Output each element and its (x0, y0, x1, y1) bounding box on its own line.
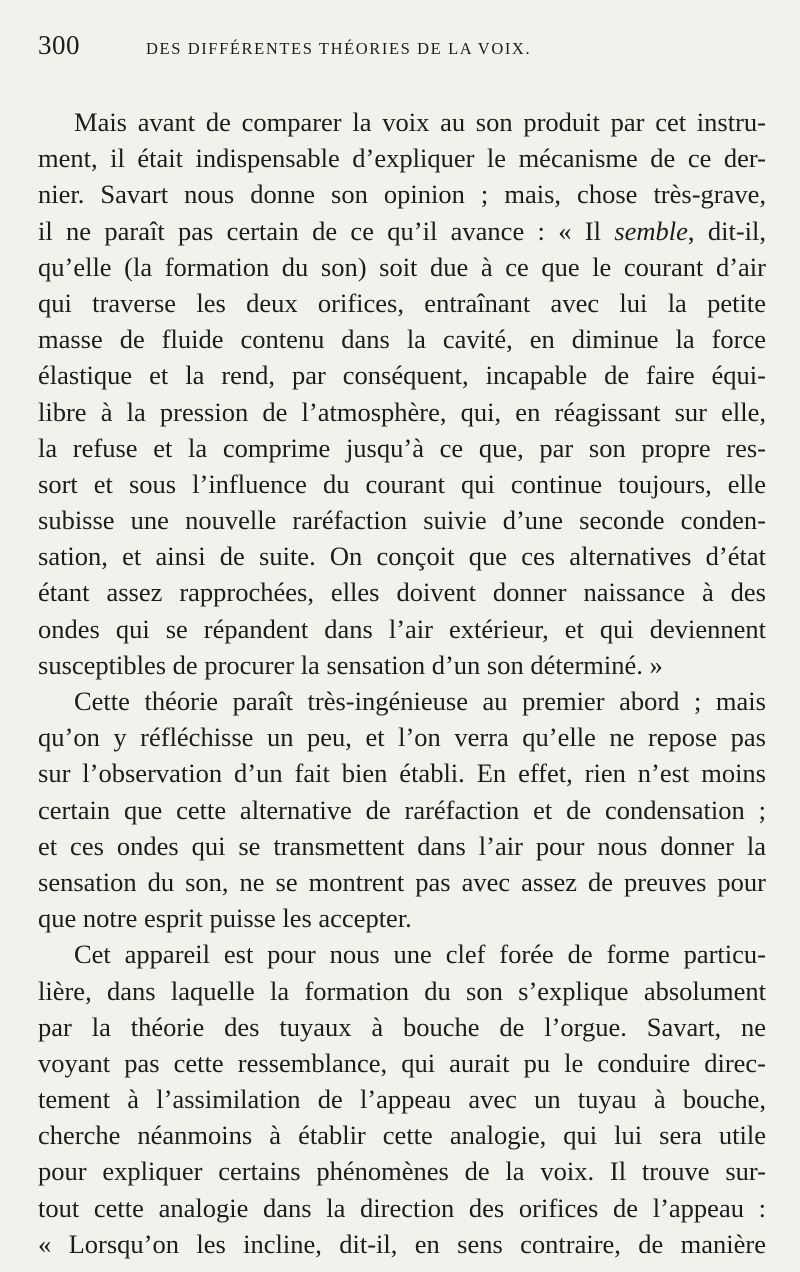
text-line: la refuse et la comprime jusqu’à ce que, par son propre res- (38, 432, 766, 463)
text-line: ment, il était indispensable d’expliquer le mécanisme de ce der- (38, 143, 766, 174)
page-number: 300 (38, 30, 80, 60)
paragraph-2 (38, 683, 766, 936)
text-line: étant assez rapprochées, elles doivent donner naissance à des (38, 577, 766, 608)
text-line: sation, et ainsi de suite. On conçoit que ces alternatives d’état (38, 541, 766, 572)
text-line: certain que cette alternative de raréfaction et de condensation ; (38, 794, 766, 825)
text-line: il ne paraît pas certain de ce qu’il avance : « Il semble, dit-il, (38, 215, 767, 246)
text-line: lière, dans laquelle la formation du son s’explique absolument (38, 975, 766, 1006)
text-line: Cette théorie paraît très-ingénieuse au premier abord ; mais (74, 686, 766, 716)
text-line: et ces ondes qui se transmettent dans l’air pour nous donner la (38, 830, 766, 861)
text-line: élastique et la rend, par conséquent, incapable de faire équi- (38, 360, 766, 391)
text-line: sur l’observation d’un fait bien établi. En effet, rien n’est moins (38, 758, 766, 789)
text-line: qu’elle (la formation du son) soit due à ce que le courant d’air (38, 251, 766, 282)
text-line: pour expliquer certains phénomènes de la voix. Il trouve sur- (38, 1156, 766, 1187)
running-head (38, 30, 766, 70)
text-line: susceptibles de procurer la sensation d’un son déterminé. » (38, 649, 663, 680)
text-line: « Lorsqu’on les incline, dit-il, en sens contraire, de manière (38, 1228, 766, 1259)
text-line: libre à la pression de l’atmosphère, qui, en réagissant sur elle, (38, 396, 766, 427)
body-text (38, 104, 766, 1262)
text-line: Cet appareil est pour nous une clef forée de forme particu- (74, 939, 766, 970)
text-line: qu’on y réfléchisse un peu, et l’on verra qu’elle ne repose pas (38, 722, 766, 753)
paragraph-1 (38, 104, 766, 683)
running-title: DES DIFFÉRENTES THÉORIES DE LA VOIX. (146, 39, 532, 58)
text-line: par la théorie des tuyaux à bouche de l’orgue. Savart, ne (38, 1011, 766, 1042)
text-line: ondes qui se répandent dans l’air extérieur, et qui deviennent (38, 613, 766, 644)
text-line: sensation du son, ne se montrent pas avec assez de preuves pour (38, 866, 766, 897)
text-line: tout cette analogie dans la direction des orifices de l’appeau : (38, 1192, 766, 1223)
emphasized-word: semble (614, 215, 688, 246)
text-line: cherche néanmoins à établir cette analogie, qui lui sera utile (38, 1120, 766, 1151)
text-line: que notre esprit puisse les accepter. (38, 903, 412, 934)
text-line: masse de fluide contenu dans la cavité, en diminue la force (38, 324, 766, 355)
text-line: qui traverse les deux orifices, entraînant avec lui la petite (38, 287, 766, 318)
text-line: voyant pas cette ressemblance, qui aurait pu le conduire direc- (38, 1047, 766, 1078)
text-line: nier. Savart nous donne son opinion ; mais, chose très-grave, (38, 179, 766, 210)
text-line: subisse une nouvelle raréfaction suivie d’une seconde conden- (38, 505, 766, 536)
paragraph-3 (38, 936, 766, 1262)
text-line: tement à l’assimilation de l’appeau avec un tuyau à bouche, (38, 1084, 766, 1115)
text-line: sort et sous l’influence du courant qui continue toujours, elle (38, 468, 766, 499)
text-line: Mais avant de comparer la voix au son produit par cet instru- (74, 107, 766, 137)
